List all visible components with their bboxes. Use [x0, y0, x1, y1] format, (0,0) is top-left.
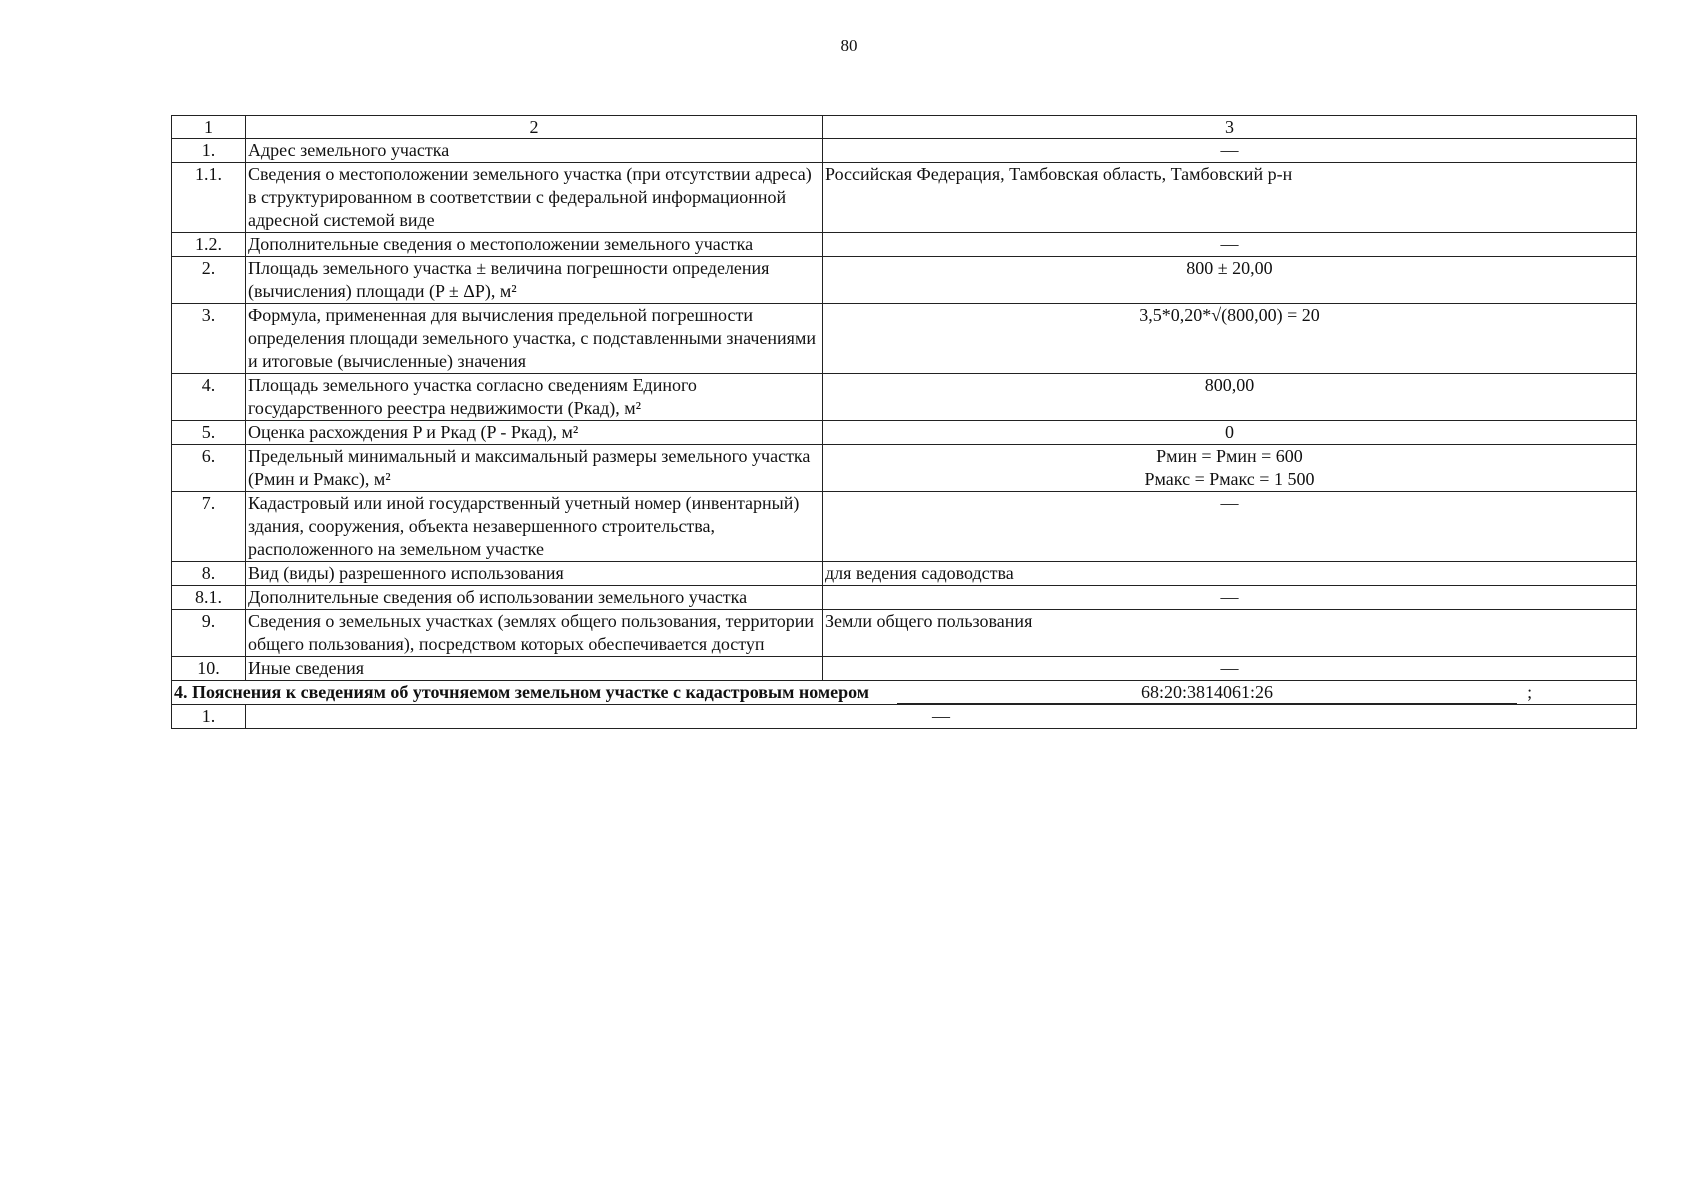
row-value-cell: 0	[823, 421, 1637, 445]
row-label-cell: Оценка расхождения P и Pкад (P - Pкад), м²	[246, 421, 823, 445]
table-row	[172, 233, 1637, 257]
row-value-cell: 3,5*0,20*√(800,00) = 20	[823, 304, 1637, 374]
row-number-cell: 4.	[172, 374, 246, 421]
section-4-header-row	[172, 681, 1637, 705]
table-body	[172, 116, 1637, 729]
header-cell-1: 1	[172, 116, 246, 139]
section-4-title: 4. Пояснения к сведениям об уточняемом земельном участке с кадастровым номером	[174, 682, 870, 702]
row-number-cell: 2.	[172, 257, 246, 304]
table-row	[172, 657, 1637, 681]
row-number-cell: 8.	[172, 562, 246, 586]
row-label-cell: Сведения о земельных участках (землях общего пользования, территории общего пользования), посредством которых обеспечивается доступ	[246, 610, 823, 657]
header-row	[172, 116, 1637, 139]
row-label-cell: Дополнительные сведения об использовании земельного участка	[246, 586, 823, 610]
section-4-row	[172, 705, 1637, 729]
row-value-cell	[823, 445, 1637, 492]
table-row	[172, 374, 1637, 421]
row-number-cell: 8.1.	[172, 586, 246, 610]
row-label-cell: Площадь земельного участка согласно сведениям Единого государственного реестра недвижимости (Pкад), м²	[246, 374, 823, 421]
row-label-cell: Адрес земельного участка	[246, 139, 823, 163]
row-number-cell: 1.	[172, 139, 246, 163]
row-value-cell: —	[823, 139, 1637, 163]
row-label-cell: Предельный минимальный и максимальный размеры земельного участка (Pмин и Pмакс), м²	[246, 445, 823, 492]
row-value-cell: —	[823, 233, 1637, 257]
header-cell-3: 3	[823, 116, 1637, 139]
row-label-cell: Сведения о местоположении земельного участка (при отсутствии адреса) в структурированном в соответствии с федеральной информационной адресной системой виде	[246, 163, 823, 233]
table-row	[172, 257, 1637, 304]
table-row	[172, 421, 1637, 445]
table-row	[172, 304, 1637, 374]
row-number-cell: 5.	[172, 421, 246, 445]
table-row	[172, 163, 1637, 233]
header-cell-2: 2	[246, 116, 823, 139]
row-label-cell: Формула, примененная для вычисления предельной погрешности определения площади земельного участка, с подставленными значениями и итоговые (вычисленные) значения	[246, 304, 823, 374]
row-label-cell: Вид (виды) разрешенного использования	[246, 562, 823, 586]
section-4-row-number: 1.	[172, 705, 246, 729]
row-value-cell: 800 ± 20,00	[823, 257, 1637, 304]
section-4-header-cell	[172, 681, 1637, 705]
land-plot-info-table	[171, 115, 1637, 729]
page-number: 80	[840, 36, 858, 55]
section-4-header	[174, 681, 1634, 704]
table-row	[172, 445, 1637, 492]
row-number-cell: 1.2.	[172, 233, 246, 257]
row-value-cell: —	[823, 657, 1637, 681]
row-value-cell: —	[823, 586, 1637, 610]
row-value-cell: Земли общего пользования	[823, 610, 1637, 657]
row-label-cell: Иные сведения	[246, 657, 823, 681]
section-4-trailing: ;	[1527, 682, 1533, 702]
cadastral-number: 68:20:3814061:26	[897, 681, 1517, 704]
table-row	[172, 492, 1637, 562]
row-number-cell: 1.1.	[172, 163, 246, 233]
row-value-cell: для ведения садоводства	[823, 562, 1637, 586]
row-value-cell: —	[823, 492, 1637, 562]
row-label-cell: Кадастровый или иной государственный учетный номер (инвентарный) здания, сооружения, объекта незавершенного строительства, расположенного на земельном участке	[246, 492, 823, 562]
row-label-cell: Площадь земельного участка ± величина погрешности определения (вычисления) площади (P ± ΔP), м²	[246, 257, 823, 304]
row-value-cell: 800,00	[823, 374, 1637, 421]
row-number-cell: 9.	[172, 610, 246, 657]
row-number-cell: 6.	[172, 445, 246, 492]
row-number-cell: 7.	[172, 492, 246, 562]
row-value-line: Pмакс = Pмакс = 1 500	[1144, 469, 1315, 489]
section-4-row-value: —	[246, 705, 1637, 729]
row-number-cell: 10.	[172, 657, 246, 681]
row-value-line: Pмин = Pмин = 600	[1156, 446, 1303, 466]
table-row	[172, 610, 1637, 657]
row-label-cell: Дополнительные сведения о местоположении земельного участка	[246, 233, 823, 257]
table-row	[172, 139, 1637, 163]
table-row	[172, 562, 1637, 586]
row-number-cell: 3.	[172, 304, 246, 374]
row-value-cell: Российская Федерация, Тамбовская область, Тамбовский р-н	[823, 163, 1637, 233]
table-row	[172, 586, 1637, 610]
